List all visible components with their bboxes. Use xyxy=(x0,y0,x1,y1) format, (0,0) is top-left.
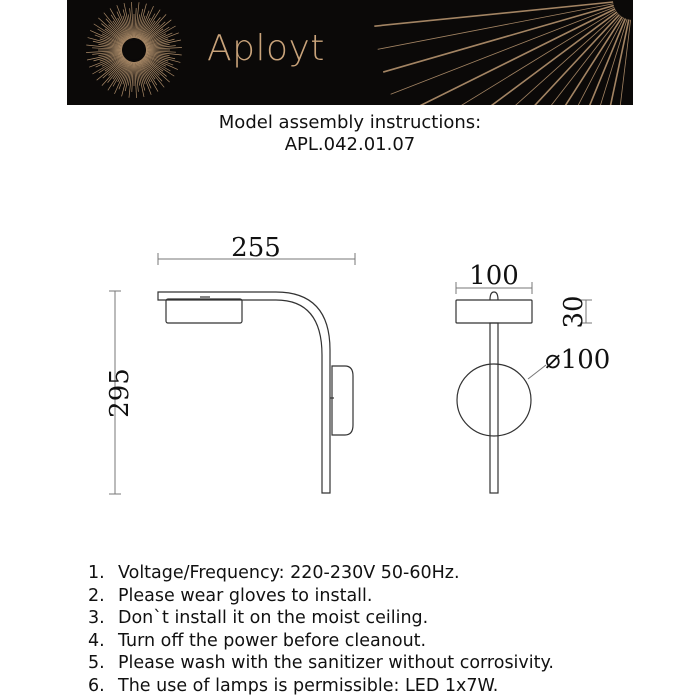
brand-name: Aployt xyxy=(207,28,325,69)
lamp-arm xyxy=(158,292,330,493)
front-base-disc xyxy=(457,364,531,436)
side-view xyxy=(158,292,353,493)
base-diameter-label: ⌀100 xyxy=(545,345,611,375)
width-label: 255 xyxy=(231,233,281,263)
list-item: 2. Please wear gloves to install. xyxy=(88,585,373,606)
front-rod xyxy=(490,323,498,493)
list-item: 5. Please wash with the sanitizer without corrosivity. xyxy=(88,653,554,673)
page-title: Model assembly instructions: xyxy=(218,112,482,133)
shade-depth-label: 30 xyxy=(559,295,589,329)
front-view xyxy=(456,292,532,493)
front-shade xyxy=(456,300,532,323)
diameter-leader-line xyxy=(528,365,546,379)
shade-width-label: 100 xyxy=(469,261,519,291)
list-item: 3. Don`t install it on the moist ceiling. xyxy=(88,608,429,628)
model-number: APL.042.01.07 xyxy=(284,134,416,155)
height-label: 295 xyxy=(105,368,135,418)
wall-plate xyxy=(332,366,353,435)
list-item: 1. Voltage/Frequency: 220-230V 50-60Hz. xyxy=(88,563,460,583)
list-item: 4. Turn off the power before cleanout. xyxy=(88,630,427,651)
lamp-shade xyxy=(166,299,242,323)
front-knob xyxy=(490,292,498,300)
list-item: 6. The use of lamps is permissible: LED 1x7W. xyxy=(88,675,499,696)
instruction-list xyxy=(88,562,554,697)
